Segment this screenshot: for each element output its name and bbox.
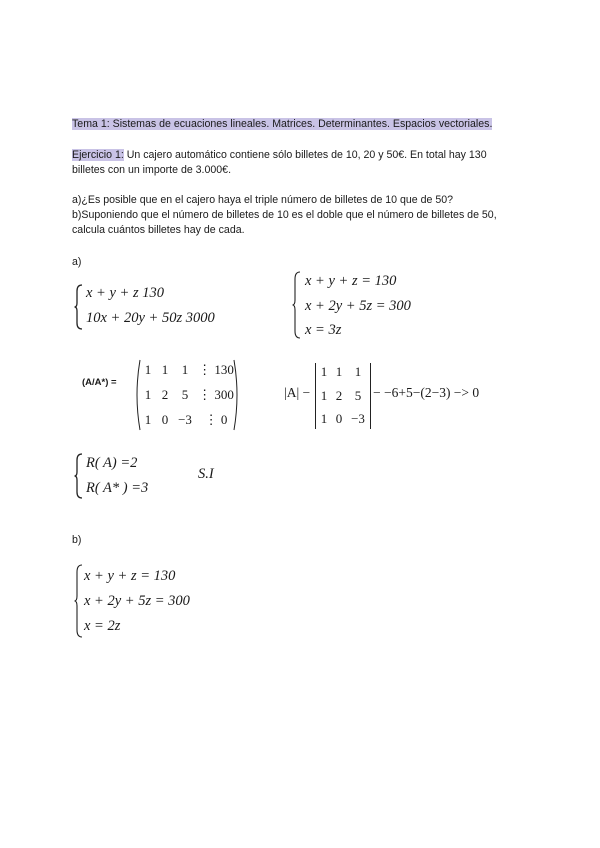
matrix-cell: 1	[144, 412, 152, 427]
question-a: a)¿Es posible que en el cajero haya el triple número de billetes de 10 que de 50?	[72, 194, 454, 206]
part-a-label: a)	[72, 256, 82, 268]
determinant-matrix	[316, 362, 370, 430]
left-brace-icon	[74, 283, 84, 331]
matrix-cell: 1	[354, 364, 362, 379]
left-brace-icon	[74, 452, 84, 500]
exercise-statement	[72, 148, 542, 178]
matrix-cell: 0	[335, 411, 343, 426]
matrix-cell: ⋮ 300	[198, 387, 234, 402]
matrix-cell: 5	[181, 387, 189, 402]
system-1-eq-1: x + y + z 130	[86, 285, 164, 301]
matrix-cell: 1	[144, 387, 152, 402]
topic-heading-text: Tema 1: Sistemas de ecuaciones lineales. Matrices. Determinantes. Espacios vectoriales.	[72, 118, 493, 130]
augmented-matrix-label: (A/A*) =	[82, 377, 117, 388]
matrix-cell: 1	[335, 364, 343, 379]
topic-heading	[72, 117, 492, 132]
system-1	[74, 283, 294, 333]
augmented-matrix	[134, 358, 240, 432]
left-brace-icon	[292, 270, 302, 340]
matrix-cell: −3	[351, 411, 365, 426]
determinant-bar-right	[370, 363, 371, 429]
rank-a: R( A) =2	[86, 455, 138, 471]
matrix-cell: 1	[320, 388, 328, 403]
matrix-cell: 1	[144, 362, 152, 377]
system-3-eq-1: x + y + z = 130	[84, 568, 176, 584]
determinant-result: − −6+5−(2−3) −> 0	[373, 385, 480, 400]
matrix-cell: −3	[178, 412, 192, 427]
determinant-prefix: |A| −	[284, 385, 311, 400]
system-2-eq-3: x = 3z	[305, 322, 342, 338]
matrix-cell: 2	[161, 387, 169, 402]
question-b-line2: calcula cuántos billetes hay de cada.	[72, 224, 245, 236]
part-b-label: b)	[72, 534, 82, 546]
rank-a-star: R( A* ) =3	[86, 480, 149, 496]
system-3-eq-2: x + 2y + 5z = 300	[84, 593, 190, 609]
exercise-statement-line1: Un cajero automático contiene sólo billetes de 10, 20 y 50€. En total hay 130	[123, 149, 487, 161]
question-b-line1: b)Suponiendo que el número de billetes de 10 es el doble que el número de billetes de 50,	[72, 209, 497, 221]
matrix-cell: 1	[181, 362, 189, 377]
conclusion: S.I	[198, 466, 214, 482]
matrix-cell: 5	[354, 388, 362, 403]
matrix-cell: 0	[161, 412, 169, 427]
matrix-cell: 1	[320, 364, 328, 379]
left-brace-icon	[74, 563, 84, 639]
matrix-cell: 2	[335, 388, 343, 403]
matrix-cell: 1	[320, 411, 328, 426]
system-1-eq-2: 10x + 20y + 50z 3000	[86, 310, 215, 326]
system-3-eq-3: x = 2z	[84, 618, 121, 634]
system-2	[292, 270, 492, 342]
system-2-eq-2: x + 2y + 5z = 300	[305, 298, 411, 314]
exercise-statement-line2: billetes con un importe de 3.000€.	[72, 164, 232, 176]
system-2-eq-1: x + y + z = 130	[305, 273, 397, 289]
exercise-label: Ejercicio 1:	[72, 149, 124, 161]
matrix-cell: ⋮ 0	[204, 412, 228, 427]
system-3	[74, 563, 274, 641]
matrix-cell: 1	[161, 362, 169, 377]
questions	[72, 193, 552, 238]
matrix-cell: ⋮ 130	[198, 362, 234, 377]
rank-system	[74, 452, 204, 502]
